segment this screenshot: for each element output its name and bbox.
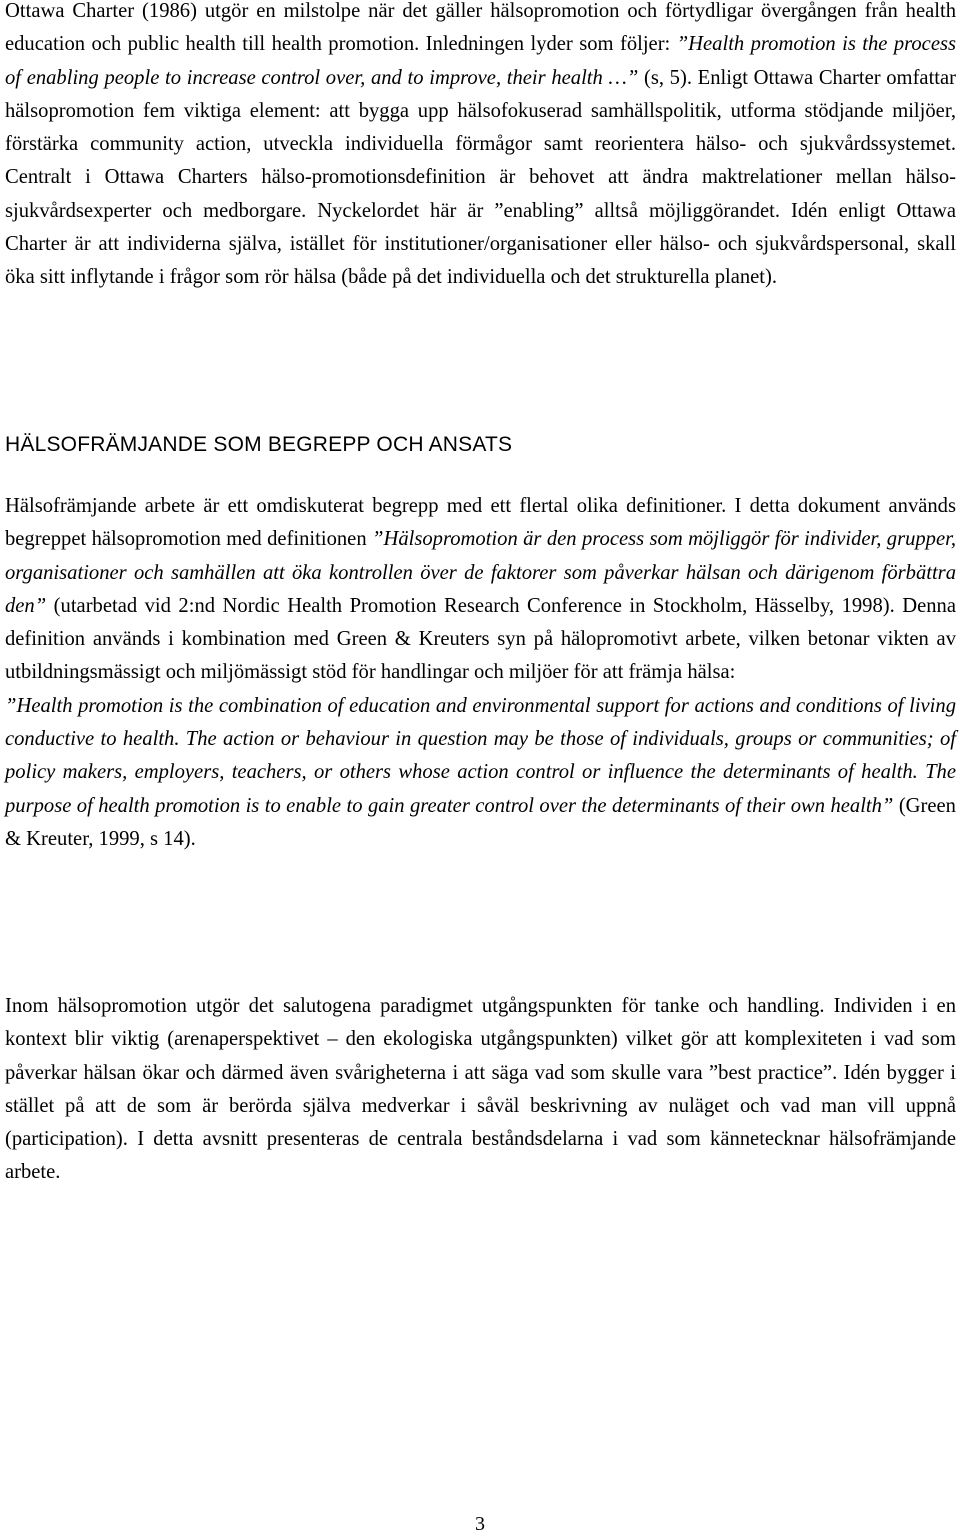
paragraph-2-green-kreuter-quote: ”Health promotion is the combination of education and environmental support for actions and conditions of living conductive to health. The action or behaviour in question may be those of individuals, groups or communities; of policy makers, employers, teachers, or others whose action control or influence the determinants of health. The purpose of health promotion is to enable to gain greater control over the determinants of their own health” [5,694,956,817]
paragraph-definitions [5,490,956,856]
section-heading: HÄLSOFRÄMJANDE SOM BEGREPP OCH ANSATS [5,433,513,456]
paragraph-salutogenic: Inom hälsopromotion utgör det salutogena paradigmet utgångspunkten för tanke och handling. Individen i en kontext blir viktig (arenaperspektivet – den ekologiska utgångspunkten) vilket gör att komplexiteten i vad som påverkar hälsan ökar och därmed även svårigheterna i att säga vad som skulle vara ”best practice”. Idén bygger i stället på att de som är berörda själva medverkar i såväl beskrivning av nuläget och vad man vill uppnå (participation). I detta avsnitt presenteras de centrala beståndsdelarna i vad som kännetecknar hälsofrämjande arbete. [5,995,956,1184]
paragraph-1-quote: ”Health promotion is the process of enabling people to increase control over, and to improve, their health …” [5,33,956,89]
paragraph-2-definition-quote: ”Hälsopromotion är den process som möjliggör för individer, grupper, organisationer och samhällen att öka kontrollen över de faktorer som påverkar hälsan och därigenom förbättra den” [5,528,957,617]
paragraph-2-text-a: Hälsofrämjande arbete är ett omdiskuterat begrepp med ett flertal olika definitioner. I detta dokument används begreppet hälsopromotion med definitionen [5,495,956,551]
page-number: 3 [475,1513,485,1535]
paragraph-ottawa-charter [5,0,956,295]
paragraph-2-text-b: (utarbetad vid 2:nd Nordic Health Promotion Research Conference in Stockholm, Hässelby, 1998). Denna definition används i kombination med Green & Kreuters syn på hälopromotivt arbete, vilken betonar vikten av utbildningsmässigt och miljömässigt stöd för handlingar och miljöer för att främja hälsa: [5,594,956,684]
paragraph-1-text-b: (s, 5). Enligt Ottawa Charter omfattar hälsopromotion fem viktiga element: att bygga upp hälsofokuserad samhällspolitik, utforma stödjande miljöer, förstärka community action, utveckla individuella förmågor samt reorientera hälso- och sjukvårdssystemet. Centralt i Ottawa Charters hälso-promotionsdefinition är behovet att ändra maktrelationer mellan hälso- sjukvårdsexperter och medborgare. Nyckelordet här är ”enabling” alltså möjliggörandet. Idén enligt Ottawa Charter är att individerna själva, istället för institutioner/organisationer eller hälso- och sjukvårdspersonal, skall öka sitt inflytande i frågor som rör hälsa (både på det individuella och det strukturella planet). [5,66,957,289]
paragraph-1-text-a: Ottawa Charter (1986) utgör en milstolpe när det gäller hälsopromotion och förtydligar övergången från health education och public health till health promotion. Inledningen lyder som följer: [5,0,956,56]
paragraph-2-citation: (Green & Kreuter, 1999, s 14). [5,794,956,850]
